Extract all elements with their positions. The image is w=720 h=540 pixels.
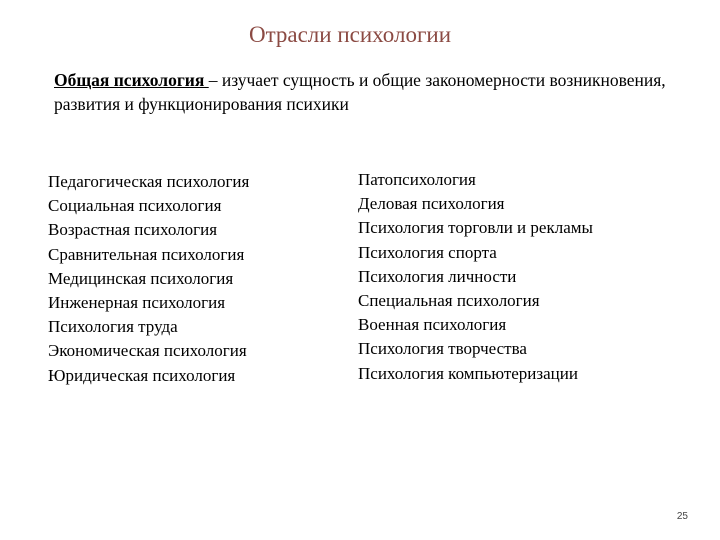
list-item: Психология труда: [48, 317, 178, 337]
list-item: Возрастная психология: [48, 220, 218, 240]
list-item: Медицинская психология: [48, 268, 234, 288]
list-item: Социальная психология: [48, 196, 222, 216]
list-item: Психология личности: [358, 266, 517, 286]
list-item: Специальная психология: [358, 291, 540, 311]
list-item: Сравнительная психология: [48, 244, 245, 264]
list-item: Экономическая психология: [48, 341, 247, 361]
list-item: Психология спорта: [358, 242, 497, 262]
slide-title: Отрасли психологии: [248, 22, 452, 47]
list-item: Психология творчества: [358, 339, 527, 359]
list-item: Психология компьютеризации: [358, 363, 578, 383]
list-item: Юридическая психология: [48, 365, 236, 385]
definition-text: – изучает сущность и общие закономерности возникновения, развития и функционирования психики: [54, 70, 666, 114]
list-item: Инженерная психология: [48, 293, 226, 313]
list-item: Патопсихология: [358, 170, 476, 189]
definition-term: Общая психология: [54, 70, 209, 90]
definition-paragraph: [54, 68, 674, 116]
list-item: Военная психология: [358, 315, 507, 335]
page-number: 25: [676, 511, 688, 522]
list-item: Педагогическая психология: [48, 172, 250, 191]
left-branch-list: [48, 170, 338, 388]
list-item: Деловая психология: [358, 194, 505, 214]
list-item: Психология торговли и рекламы: [358, 218, 593, 238]
right-branch-list: [358, 168, 678, 386]
